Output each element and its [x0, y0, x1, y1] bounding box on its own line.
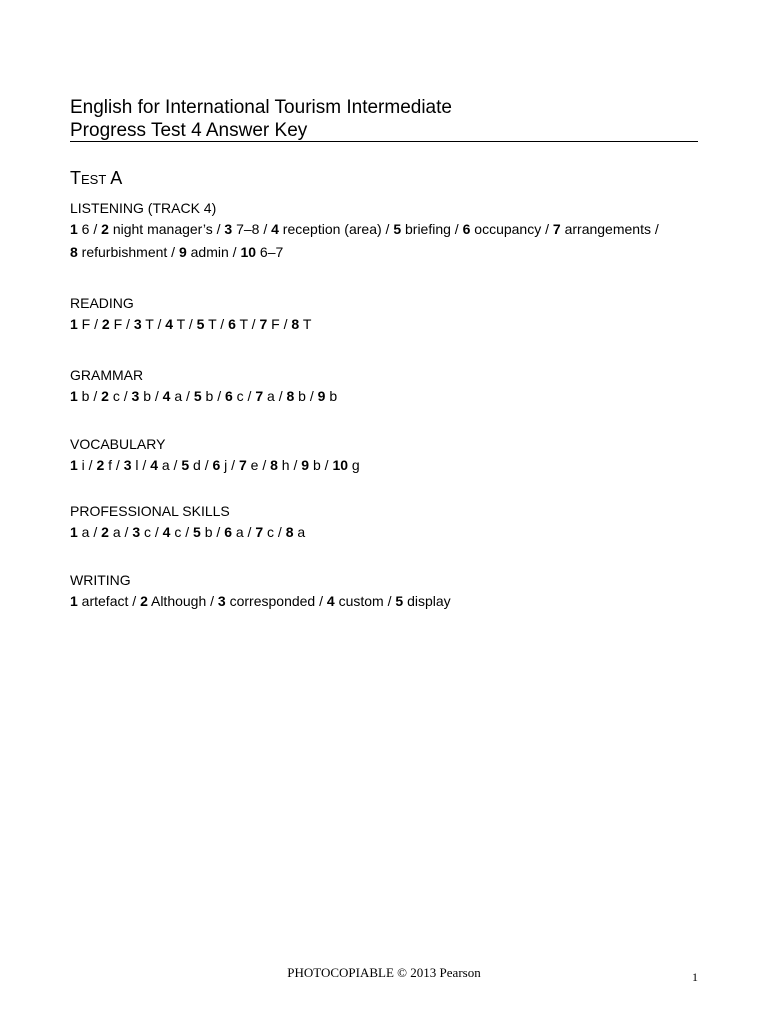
question-number: 1 — [70, 221, 78, 237]
question-number: 8 — [286, 388, 295, 404]
answer-item: 4 reception (area) — [271, 221, 382, 237]
answer-item: 2 f — [96, 457, 113, 473]
answer-item: 4 T — [165, 316, 185, 332]
question-number: 5 — [181, 457, 190, 473]
answer-item: 9 admin — [178, 244, 229, 260]
answer-item: 1 artefact — [70, 593, 129, 609]
question-number: 2 — [101, 316, 110, 332]
question-number: 2 — [101, 221, 109, 237]
section-title: PROFESSIONAL SKILLS — [70, 503, 230, 519]
answer-item: 5 b — [193, 524, 213, 540]
question-number: 10 — [332, 457, 349, 473]
question-number: 4 — [162, 524, 171, 540]
answer-item: 6 c — [224, 388, 244, 404]
answer-item: 5 d — [181, 457, 201, 473]
answer-item: 5 briefing — [393, 221, 451, 237]
question-number: 4 — [271, 221, 279, 237]
question-number: 2 — [140, 593, 148, 609]
question-number: 3 — [224, 221, 233, 237]
answer-item: 4 custom — [326, 593, 384, 609]
answer-item: 10 6–7 — [240, 244, 284, 260]
question-number: 6 — [462, 221, 471, 237]
answer-line: 8 refurbishment / 9 admin / 10 6–7 — [70, 244, 284, 260]
question-number: 6 — [224, 524, 232, 540]
question-number: 4 — [162, 388, 171, 404]
answer-line: 1 F / 2 F / 3 T / 4 T / 5 T / 6 T / 7 F / 8 T — [70, 316, 312, 332]
question-number: 3 — [131, 388, 140, 404]
answer-item: 2 night manager’s — [101, 221, 213, 237]
answer-section — [70, 198, 710, 264]
document-header — [70, 96, 698, 142]
answer-line: 1 a / 2 a / 3 c / 4 c / 5 b / 6 a / 7 c / 8 a — [70, 524, 306, 540]
answer-line: 1 artefact / 2 Although / 3 corresponded / 4 custom / 5 display — [70, 593, 451, 609]
question-number: 5 — [196, 316, 205, 332]
answer-item: 2 a — [101, 524, 121, 540]
question-number: 7 — [255, 388, 264, 404]
question-number: 3 — [132, 524, 141, 540]
header-divider — [70, 141, 698, 142]
question-number: 9 — [301, 457, 310, 473]
answer-item: 7 arrangements — [552, 221, 651, 237]
answer-section — [70, 501, 710, 544]
question-number: 7 — [259, 316, 268, 332]
question-number: 1 — [70, 316, 78, 332]
question-number: 4 — [326, 593, 335, 609]
question-number: 9 — [317, 388, 326, 404]
question-number: 5 — [393, 221, 402, 237]
question-number: 8 — [285, 524, 294, 540]
answer-line: 1 i / 2 f / 3 l / 4 a / 5 d / 6 j / 7 e / 8 h / 9 b / 10 g — [70, 457, 360, 473]
answer-item: 3 corresponded — [217, 593, 316, 609]
question-number: 1 — [70, 388, 78, 404]
answer-item: 3 l — [123, 457, 139, 473]
answer-item: 5 b — [193, 388, 214, 404]
copyright-footer: PHOTOCOPIABLE © 2013 Pearson — [287, 965, 481, 980]
answer-item: 2 c — [101, 388, 120, 404]
question-number: 5 — [193, 524, 201, 540]
answer-item: 5 T — [196, 316, 217, 332]
answer-item: 7 F — [259, 316, 280, 332]
question-number: 1 — [70, 457, 78, 473]
question-number: 6 — [224, 388, 233, 404]
answer-item: 2 F — [101, 316, 123, 332]
answer-item: 4 c — [162, 524, 182, 540]
page-number: 1 — [692, 970, 698, 984]
answer-item: 1 b — [70, 388, 90, 404]
section-title: VOCABULARY — [70, 436, 166, 452]
document-title: English for International Tourism Intermediate — [70, 97, 452, 118]
question-number: 8 — [70, 244, 78, 260]
question-number: 8 — [291, 316, 300, 332]
answer-item: 10 g — [332, 457, 360, 473]
answer-item: 1 6 — [70, 221, 90, 237]
question-number: 7 — [255, 524, 264, 540]
answer-item: 2 Although — [140, 593, 207, 609]
answer-item: 3 T — [133, 316, 154, 332]
test-heading: Test A — [70, 168, 123, 188]
section-title: GRAMMAR — [70, 367, 144, 383]
answer-item: 8 refurbishment — [70, 244, 168, 260]
answer-item: 3 7–8 — [224, 221, 260, 237]
answer-section — [70, 293, 710, 336]
section-title: READING — [70, 295, 134, 311]
answer-item: 8 a — [285, 524, 306, 540]
section-title: LISTENING (TRACK 4) — [70, 200, 217, 216]
question-number: 3 — [123, 457, 132, 473]
answer-item: 1 i — [70, 457, 85, 473]
section-title: WRITING — [70, 572, 131, 588]
answer-section — [70, 434, 710, 477]
answer-item: 6 j — [212, 457, 228, 473]
question-number: 1 — [70, 524, 78, 540]
question-number: 10 — [240, 244, 257, 260]
answer-item: 3 c — [132, 524, 151, 540]
answer-line: 1 b / 2 c / 3 b / 4 a / 5 b / 6 c / 7 a / 8 b / 9 b — [70, 388, 338, 404]
answer-item: 8 b — [286, 388, 306, 404]
question-number: 9 — [178, 244, 187, 260]
answer-item: 7 c — [255, 524, 275, 540]
answer-item: 1 F — [70, 316, 91, 332]
answer-item: 4 a — [150, 457, 170, 473]
question-number: 3 — [133, 316, 142, 332]
question-number: 2 — [96, 457, 105, 473]
answer-item: 4 a — [162, 388, 183, 404]
answer-item: 6 occupancy — [462, 221, 542, 237]
answer-section — [70, 365, 710, 408]
question-number: 6 — [212, 457, 221, 473]
question-number: 4 — [150, 457, 158, 473]
answer-section — [70, 570, 710, 613]
question-number: 7 — [238, 457, 247, 473]
question-number: 1 — [70, 593, 78, 609]
question-number: 2 — [101, 388, 109, 404]
answer-item: 1 a — [70, 524, 90, 540]
question-number: 7 — [552, 221, 561, 237]
answer-item: 9 b — [317, 388, 338, 404]
answer-item: 6 a — [224, 524, 244, 540]
answer-item: 8 T — [291, 316, 312, 332]
question-number: 5 — [193, 388, 202, 404]
answer-item: 7 a — [255, 388, 275, 404]
question-number: 8 — [270, 457, 278, 473]
question-number: 5 — [395, 593, 404, 609]
question-number: 6 — [228, 316, 236, 332]
answer-item: 3 b — [131, 388, 151, 404]
answer-item: 5 display — [395, 593, 451, 609]
answer-item: 7 e — [238, 457, 259, 473]
answer-item: 9 b — [301, 457, 321, 473]
answer-item: 6 T — [228, 316, 248, 332]
document-subtitle: Progress Test 4 Answer Key — [70, 120, 308, 141]
question-number: 3 — [217, 593, 226, 609]
question-number: 4 — [165, 316, 174, 332]
question-number: 2 — [101, 524, 109, 540]
answer-line: 1 6 / 2 night manager’s / 3 7–8 / 4 reception (area) / 5 briefing / 6 occupancy / 7 arrangements / — [70, 221, 659, 237]
answer-item: 8 h — [270, 457, 290, 473]
